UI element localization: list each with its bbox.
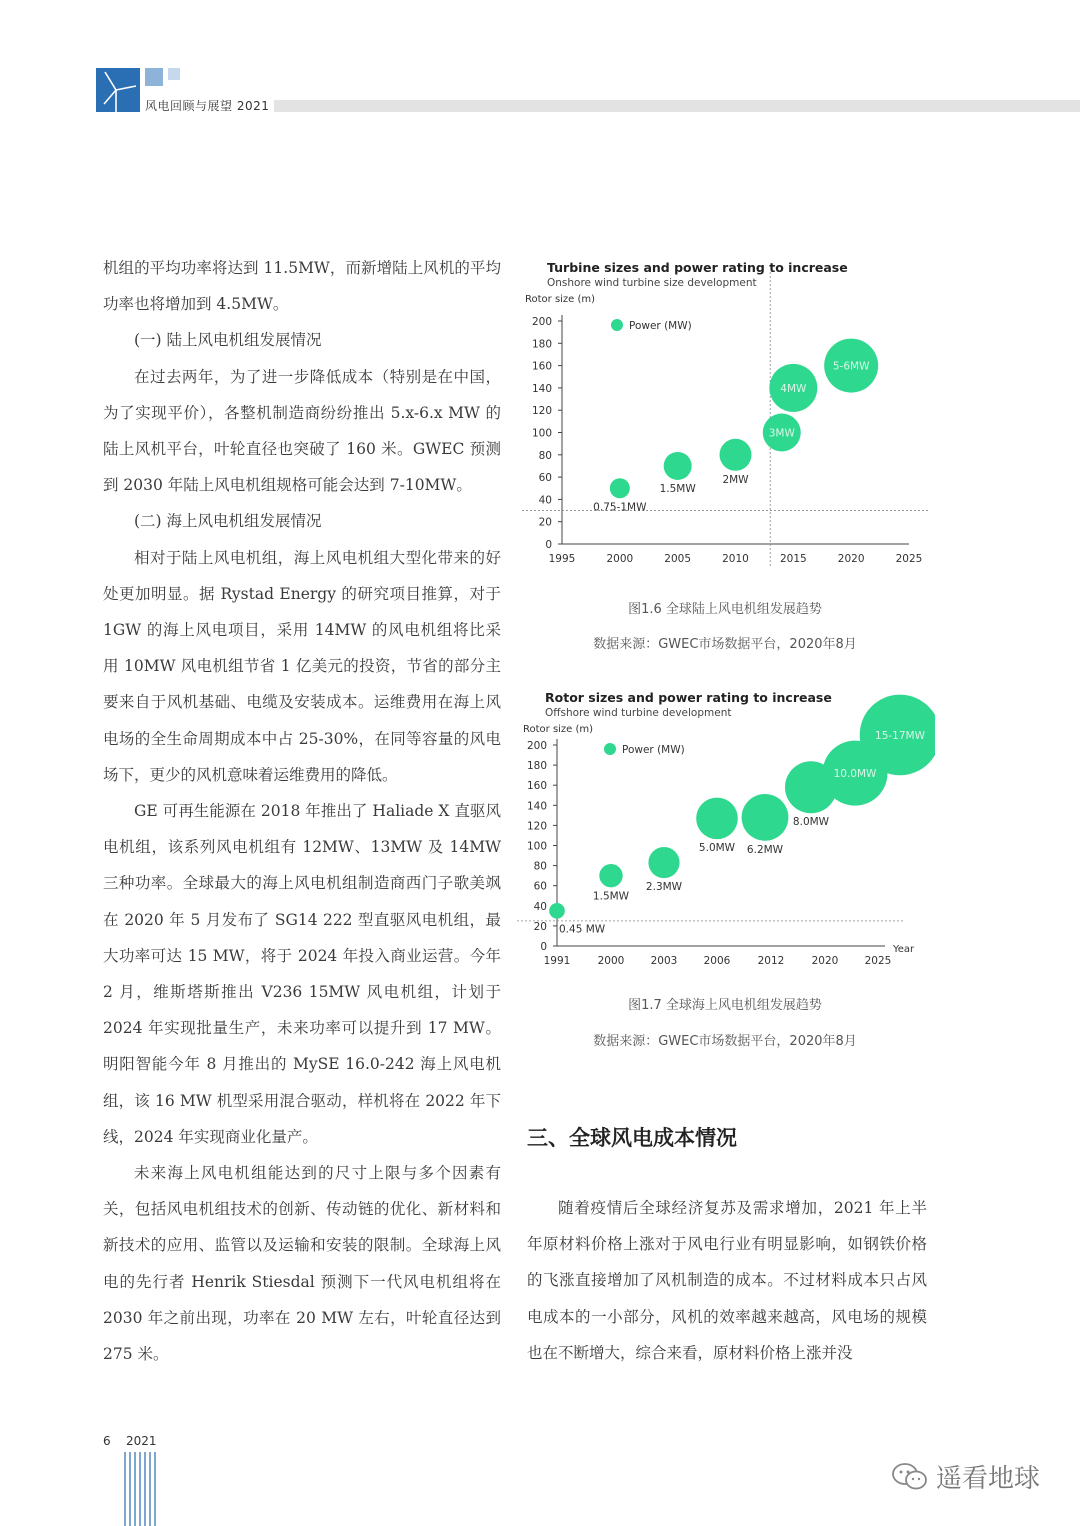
figure-offshore-chart	[515, 685, 935, 975]
legend-label: Power (MW)	[629, 320, 692, 332]
bubble-label: 0.75-1MW	[593, 501, 647, 514]
logo-square-small	[168, 68, 180, 80]
left-column	[103, 250, 501, 1372]
x-tick-label: 2020	[811, 955, 839, 967]
x-tick-label: 2020	[837, 553, 865, 565]
x-tick-label: 1995	[548, 553, 576, 565]
chart-title: Turbine sizes and power rating to increase	[547, 260, 848, 275]
paragraph: GE 可再生能源在 2018 年推出了 Haliade X 直驱风电机组，该系列风电机组有 12MW、13MW 及 14MW 三种功率。全球最大的海上风电机组制造商西门子歌美飒在 2020 年 5 月发布了 SG14 222 型直驱风电机组，最大功率可达 15 MW，将于 2024 年投入商业运营。今年 2 月，维斯塔斯推出 V236 15MW 风电机组，计划于 2024 年实现批量生产，未来功率可以提升到 17 MW。明阳智能今年 8 月推出的 MySE 16.0-242 海上风电机组，该 16 MW 机型采用混合驱动，样机将在 2022 年下线，2024 年实现商业化量产。	[103, 802, 501, 1146]
bubble	[696, 798, 738, 840]
section-paragraph: 随着疫情后全球经济复苏及需求增加，2021 年上半年原材料价格上涨对于风电行业有明显影响，如钢铁价格的飞涨直接增加了风机制造的成本。不过材料成本只占风电成本的一小部分，风机的效率越来越高，风电场的规模也在不断增大，综合来看，原材料价格上涨并没	[527, 1199, 927, 1362]
y-tick-label: 80	[533, 860, 547, 873]
header-title: 风电回顾与展望 2021	[145, 99, 270, 113]
x-tick-label: 2012	[757, 955, 785, 967]
y-tick-label: 40	[538, 494, 552, 507]
bubble	[549, 903, 565, 919]
onshore-chart-svg	[515, 255, 935, 575]
x-tick-label: 2003	[650, 955, 678, 967]
wechat-icon	[890, 1461, 930, 1493]
watermark	[890, 1458, 1040, 1495]
y-tick-label: 160	[531, 360, 552, 373]
x-tick-label: 1991	[543, 955, 571, 967]
y-tick-label: 140	[531, 382, 552, 395]
bubble-label: 6.2MW	[746, 843, 784, 856]
figure-2-source: 数据来源：GWEC市场数据平台，2020年8月	[593, 1034, 857, 1049]
x-tick-label: 2005	[664, 553, 692, 565]
bubble-label: 0.45 MW	[559, 923, 606, 936]
x-tick-label: 2000	[606, 553, 634, 565]
watermark-text: 遥看地球	[936, 1464, 1041, 1494]
legend-marker	[611, 319, 623, 331]
bubble-label: 15-17MW	[875, 729, 925, 742]
bubble-label: 8.0MW	[792, 816, 830, 829]
header-bar	[274, 100, 1080, 112]
bubble-label: 5.0MW	[698, 842, 736, 855]
y-tick-label: 20	[538, 516, 552, 529]
y-axis-label: Rotor size (m)	[523, 724, 594, 735]
x-tick-label: 2010	[722, 553, 749, 565]
bubble-label: 4MW	[780, 382, 807, 395]
bubble	[742, 794, 789, 841]
bubble-label: 3MW	[768, 427, 795, 440]
y-tick-label: 60	[533, 880, 547, 893]
y-axis-label: Rotor size (m)	[525, 294, 596, 305]
bubble-label: 1.5MW	[659, 482, 696, 495]
bubble-label: 10.0MW	[833, 768, 877, 781]
paragraph: (二) 海上风电机组发展情况	[134, 512, 322, 531]
y-tick-label: 120	[531, 405, 552, 418]
y-tick-label: 40	[533, 900, 547, 913]
bubble	[648, 847, 679, 878]
y-tick-label: 160	[526, 780, 547, 793]
bubble	[599, 864, 622, 887]
y-tick-label: 80	[538, 449, 552, 462]
y-tick-label: 120	[526, 820, 547, 833]
bubble	[720, 439, 752, 471]
y-tick-label: 100	[526, 840, 547, 853]
chart-title: Rotor sizes and power rating to increase	[545, 690, 832, 705]
bubble-label: 2MW	[722, 473, 749, 486]
paragraph: 机组的平均功率将达到 11.5MW，而新增陆上风机的平均功率也将增加到 4.5MW。	[103, 259, 501, 314]
y-tick-label: 200	[531, 316, 552, 328]
bubble-label: 1.5MW	[592, 890, 630, 903]
y-tick-label: 140	[526, 800, 547, 813]
bubble	[610, 478, 630, 498]
offshore-chart-svg	[515, 685, 935, 975]
y-tick-label: 180	[531, 338, 552, 351]
x-tick-label: 2025	[895, 553, 923, 565]
chart-subtitle: Onshore wind turbine size development	[547, 277, 757, 289]
legend-label: Power (MW)	[622, 744, 685, 756]
chart-subtitle: Offshore wind turbine development	[545, 707, 732, 719]
y-tick-label: 180	[526, 760, 547, 773]
section-heading: 三、全球风电成本情况	[527, 1125, 737, 1150]
figure-1-caption: 图1.6 全球陆上风电机组发展趋势	[628, 602, 822, 617]
figure-1-source: 数据来源：GWEC市场数据平台，2020年8月	[593, 637, 857, 652]
y-tick-label: 100	[531, 427, 552, 440]
right-column	[527, 1190, 927, 1371]
legend-marker	[604, 743, 616, 755]
figure-onshore-chart	[515, 255, 935, 575]
paragraph: 未来海上风电机组能达到的尺寸上限与多个因素有关，包括风电机组技术的创新、传动链的优化、新材料和新技术的应用、监管以及运输和安装的限制。全球海上风电的先行者 Henrik Stiesdal 预测下一代风电机组将在 2030 年之前出现，功率在 20 MW 左右，叶轮直径达到 275 米。	[103, 1164, 501, 1364]
page-number: 6	[103, 1434, 111, 1448]
y-tick-label: 0	[540, 941, 547, 953]
x-axis-label: Year	[893, 944, 915, 955]
y-tick-label: 20	[533, 920, 547, 933]
paragraph: 在过去两年，为了进一步降低成本（特别是在中国，为了实现平价），各整机制造商纷纷推出 5.x-6.x MW 的陆上风机平台，叶轮直径也突破了 160 米。GWEC 预测到 2030 年陆上风电机组规格可能会达到 7-10MW。	[103, 367, 501, 495]
x-tick-label: 2025	[864, 955, 892, 967]
logo-square	[145, 68, 163, 86]
bubble-label: 2.3MW	[645, 881, 683, 894]
y-tick-label: 0	[545, 539, 552, 551]
y-tick-label: 200	[526, 740, 547, 752]
paragraph: (一) 陆上风电机组发展情况	[134, 331, 322, 350]
bubble-label: 5-6MW	[832, 360, 870, 373]
bubble	[664, 452, 692, 480]
y-tick-label: 60	[538, 472, 552, 485]
x-tick-label: 2015	[779, 553, 807, 565]
paragraph: 相对于陆上风电机组，海上风电机组大型化带来的好处更加明显。据 Rystad Energy 的研究项目推算，对于 1GW 的海上风电项目，采用 14MW 的风电机组将比采用 10MW 风电机组节省 1 亿美元的投资，节省的部分主要来自于风机基础、电缆及安装成本。运维费用在海上风电场的全生命周期成本中占 25-30%，在同等容量的风电场下，更少的风机意味着运维费用的降低。	[103, 548, 501, 784]
footer-stripes	[124, 1452, 156, 1526]
x-tick-label: 2006	[703, 955, 731, 967]
x-tick-label: 2000	[597, 955, 625, 967]
figure-2-caption: 图1.7 全球海上风电机组发展趋势	[628, 998, 822, 1013]
footer-year: 2021	[126, 1434, 157, 1448]
logo-wind-turbine-icon	[96, 68, 140, 112]
